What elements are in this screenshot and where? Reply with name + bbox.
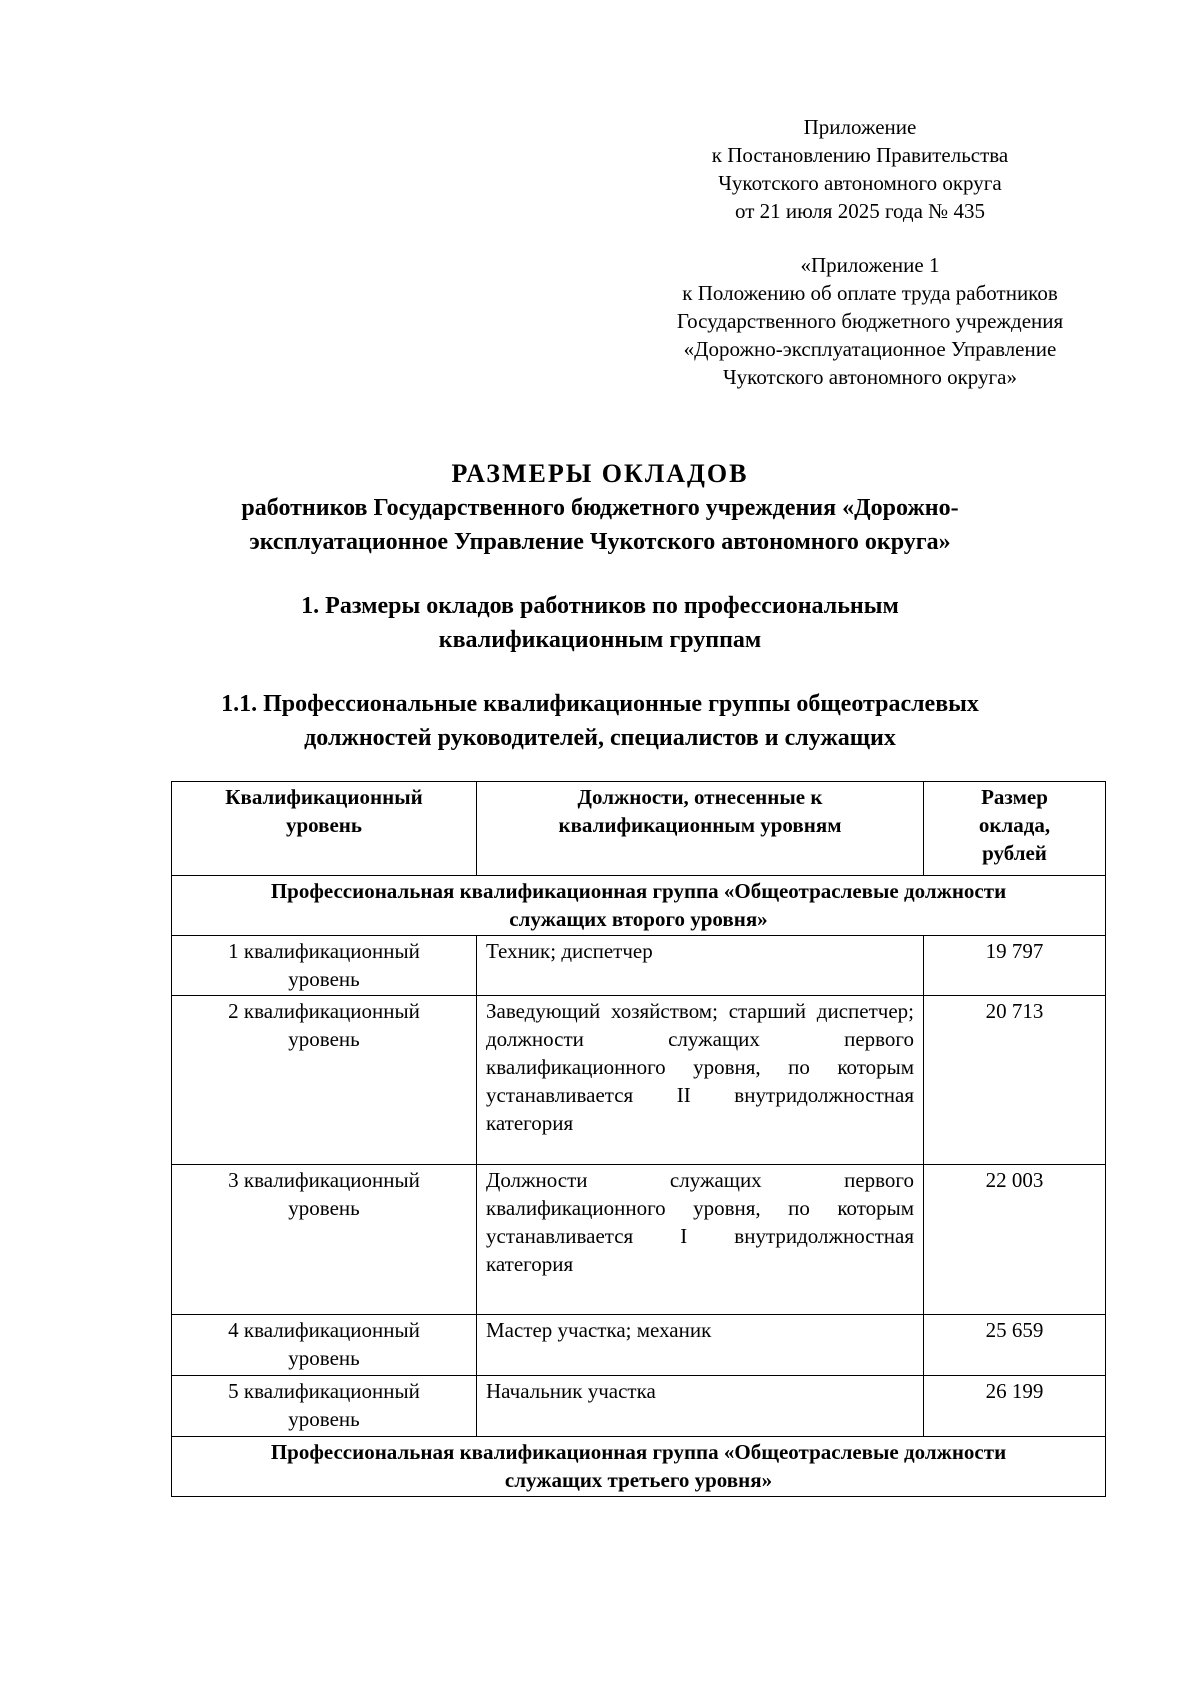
section-1-1-heading [150, 687, 1050, 755]
group-title-second-level [172, 876, 1106, 936]
positions-cell: Заведующий хозяйством; старший диспетчер; должности служащих первого квалификационного уровня, по которым устанавливается II внутридолжностная категория [477, 996, 924, 1165]
section-1-1-heading-line: должностей руководителей, специалистов и служащих [304, 725, 896, 751]
appendix1-line: «Приложение 1 [800, 253, 940, 277]
level-line: уровень [288, 1346, 360, 1370]
level-line: 3 квалификационный [228, 1168, 420, 1192]
header-level [172, 782, 477, 876]
appendix-line: Чукотского автономного округа [718, 171, 1002, 195]
appendix-line: от 21 июля 2025 года № 435 [735, 199, 985, 223]
salary-cell: 20 713 [924, 996, 1106, 1165]
header-salary [924, 782, 1106, 876]
header-positions [477, 782, 924, 876]
positions-cell: Техник; диспетчер [477, 936, 924, 996]
table-row [172, 1315, 1106, 1376]
salary-cell: 22 003 [924, 1165, 1106, 1315]
table-row [172, 1165, 1106, 1315]
appendix1-line: к Положению об оплате труда работников [682, 281, 1058, 305]
section-1-heading [150, 589, 1050, 657]
level-line: уровень [288, 1407, 360, 1431]
section-1-heading-line: квалификационным группам [438, 627, 762, 653]
level-line: 5 квалификационный [228, 1379, 420, 1403]
header-salary-line: Размер [981, 785, 1048, 809]
salary-cell: 26 199 [924, 1376, 1106, 1437]
level-line: 2 квалификационный [228, 999, 420, 1023]
level-line: 4 квалификационный [228, 1318, 420, 1342]
level-line: 1 квалификационный [228, 939, 420, 963]
positions-cell: Должности служащих первого квалификационного уровня, по которым устанавливается I внутридолжностная категория [477, 1165, 924, 1315]
document-title: РАЗМЕРЫ ОКЛАДОВ [451, 459, 749, 488]
header-salary-line: рублей [982, 841, 1047, 865]
salary-cell: 19 797 [924, 936, 1106, 996]
table-row [172, 1376, 1106, 1437]
group-title-line: Профессиональная квалификационная группа «Общеотраслевые должности [270, 879, 1007, 903]
table-row [172, 936, 1106, 996]
header-level-line: уровень [285, 813, 363, 837]
level-line: уровень [288, 967, 360, 991]
group-title-line: служащих третьего уровня» [504, 1468, 773, 1492]
level-cell [172, 936, 477, 996]
level-line: уровень [288, 1027, 360, 1051]
group-title-line: Профессиональная квалификационная группа «Общеотраслевые должности [270, 1440, 1007, 1464]
salary-table [171, 781, 1106, 1497]
table-header-row [172, 782, 1106, 876]
appendix-line: к Постановлению Правительства [711, 143, 1009, 167]
group-row [172, 876, 1106, 936]
appendix1-line: Чукотского автономного округа» [723, 365, 1017, 389]
appendix-reference [660, 113, 1060, 225]
group-title-line: служащих второго уровня» [509, 907, 768, 931]
appendix1-line: «Дорожно-эксплуатационное Управление [683, 337, 1057, 361]
level-line: уровень [288, 1196, 360, 1220]
header-positions-line: квалификационным уровням [558, 813, 842, 837]
table-row [172, 996, 1106, 1165]
level-cell [172, 996, 477, 1165]
header-salary-line: оклада, [978, 813, 1051, 837]
section-1-1-heading-line: 1.1. Профессиональные квалификационные группы общеотраслевых [221, 691, 979, 717]
positions-cell: Начальник участка [477, 1376, 924, 1437]
level-cell [172, 1315, 477, 1376]
subtitle-line: работников Государственного бюджетного учреждения «Дорожно- [241, 495, 959, 521]
level-cell [172, 1376, 477, 1437]
document-subtitle [150, 491, 1050, 559]
header-level-line: Квалификационный [225, 785, 423, 809]
positions-cell: Мастер участка; механик [477, 1315, 924, 1376]
subtitle-line: эксплуатационное Управление Чукотского автономного округа» [249, 529, 951, 555]
salary-cell: 25 659 [924, 1315, 1106, 1376]
section-1-heading-line: 1. Размеры окладов работников по профессиональным [301, 593, 899, 619]
level-cell [172, 1165, 477, 1315]
header-positions-line: Должности, отнесенные к [577, 785, 823, 809]
group-title-third-level [172, 1437, 1106, 1497]
appendix1-reference [640, 251, 1100, 391]
appendix-line: Приложение [803, 115, 917, 139]
group-row [172, 1437, 1106, 1497]
appendix1-line: Государственного бюджетного учреждения [676, 309, 1064, 333]
